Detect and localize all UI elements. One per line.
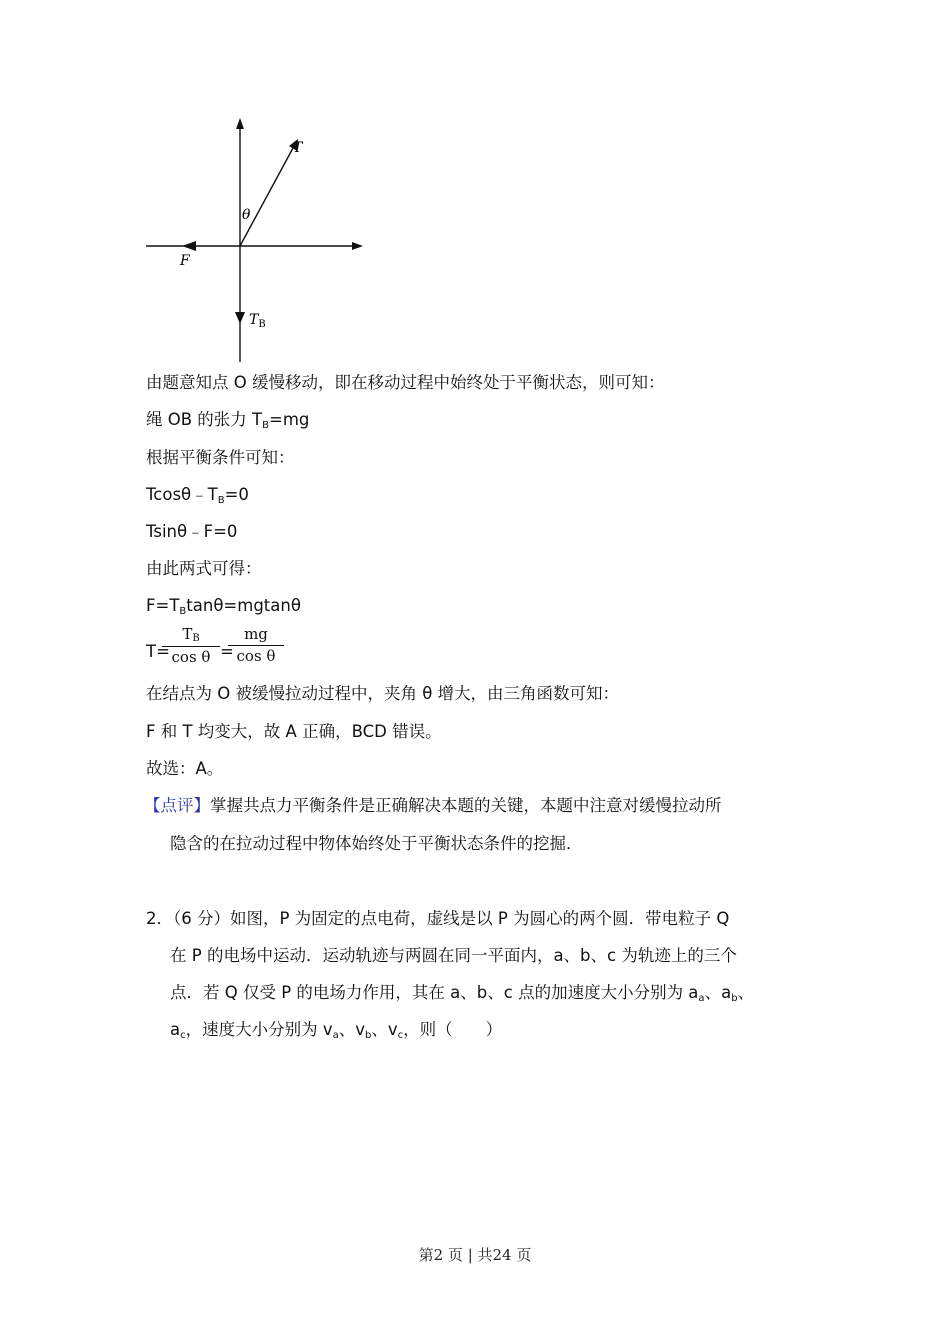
question-2-line-4: $a_c$，速度大小分别为 $v_a$、$v_b$、$v_c$，则（ ） (170, 1020, 503, 1041)
comment-tag: 【点评】 (144, 796, 210, 815)
fraction-1-denominator: cos θ (171, 648, 211, 666)
fraction-mg-over-cos (228, 625, 284, 665)
equation-4-prefix: T= (146, 642, 170, 661)
text-line-2: 绳 OB 的张力 $T_B=mg$ (146, 410, 310, 431)
question-2-line-3: 点．若 Q 仅受 P 的电场力作用，其在 a、b、c 点的加速度大小分别为 $a_a$、$a_b$、 (170, 983, 755, 1004)
equation-4-equals: = (220, 642, 234, 661)
equation-1: $Tcos\theta﹣T_B=0$ (146, 485, 249, 506)
force-diagram (140, 112, 370, 362)
fraction-1-numerator: $T_B$ (182, 625, 200, 644)
label-F: F (180, 253, 190, 269)
text-line-3: 根据平衡条件可知： (146, 448, 295, 467)
text-line-10: F 和 T 均变大，故 A 正确，BCD 错误。 (146, 722, 442, 741)
horizontal-axis-arrowhead (352, 242, 363, 250)
text-line-9: 在结点为 O 被缓慢拉动过程中，夹角 θ 增大，由三角函数可知： (146, 684, 620, 703)
label-TB: $T_B$ (249, 312, 266, 330)
fraction-2-denominator: cos θ (236, 647, 276, 665)
equation-2: Tsinθ﹣F=0 (146, 522, 238, 541)
vertical-axis-arrowhead (236, 118, 244, 129)
force-T-vector (240, 148, 293, 246)
label-T: T (293, 140, 303, 156)
question-2-line-1: 2．（6 分）如图，P 为固定的点电荷，虚线是以 P 为圆心的两个圆．带电粒子 Q (146, 909, 730, 928)
force-F-arrowhead (182, 241, 196, 251)
comment-line-1: 【点评】掌握共点力平衡条件是正确解决本题的关键，本题中注意对缓慢拉动所 (144, 796, 722, 815)
label-theta: θ (242, 207, 251, 223)
equation-3: $F=T_B\tan\theta=mgtan\theta$ (146, 596, 301, 617)
page-footer: 第2 页 | 共24 页 (418, 1246, 532, 1264)
text-line-6: 由此两式可得： (146, 559, 262, 578)
answer-line: 故选：A。 (146, 759, 224, 778)
question-2-line-2: 在 P 的电场中运动．运动轨迹与两圆在同一平面内，a、b、c 为轨迹上的三个 (170, 946, 737, 965)
fraction-2-numerator: mg (244, 625, 268, 643)
text-line-1: 由题意知点 O 缓慢移动，即在移动过程中始终处于平衡状态，则可知： (146, 373, 665, 392)
force-TB-arrowhead (235, 312, 245, 324)
comment-line-2: 隐含的在拉动过程中物体始终处于平衡状态条件的挖掘． (170, 834, 583, 853)
fraction-TB-over-cos (162, 625, 220, 666)
